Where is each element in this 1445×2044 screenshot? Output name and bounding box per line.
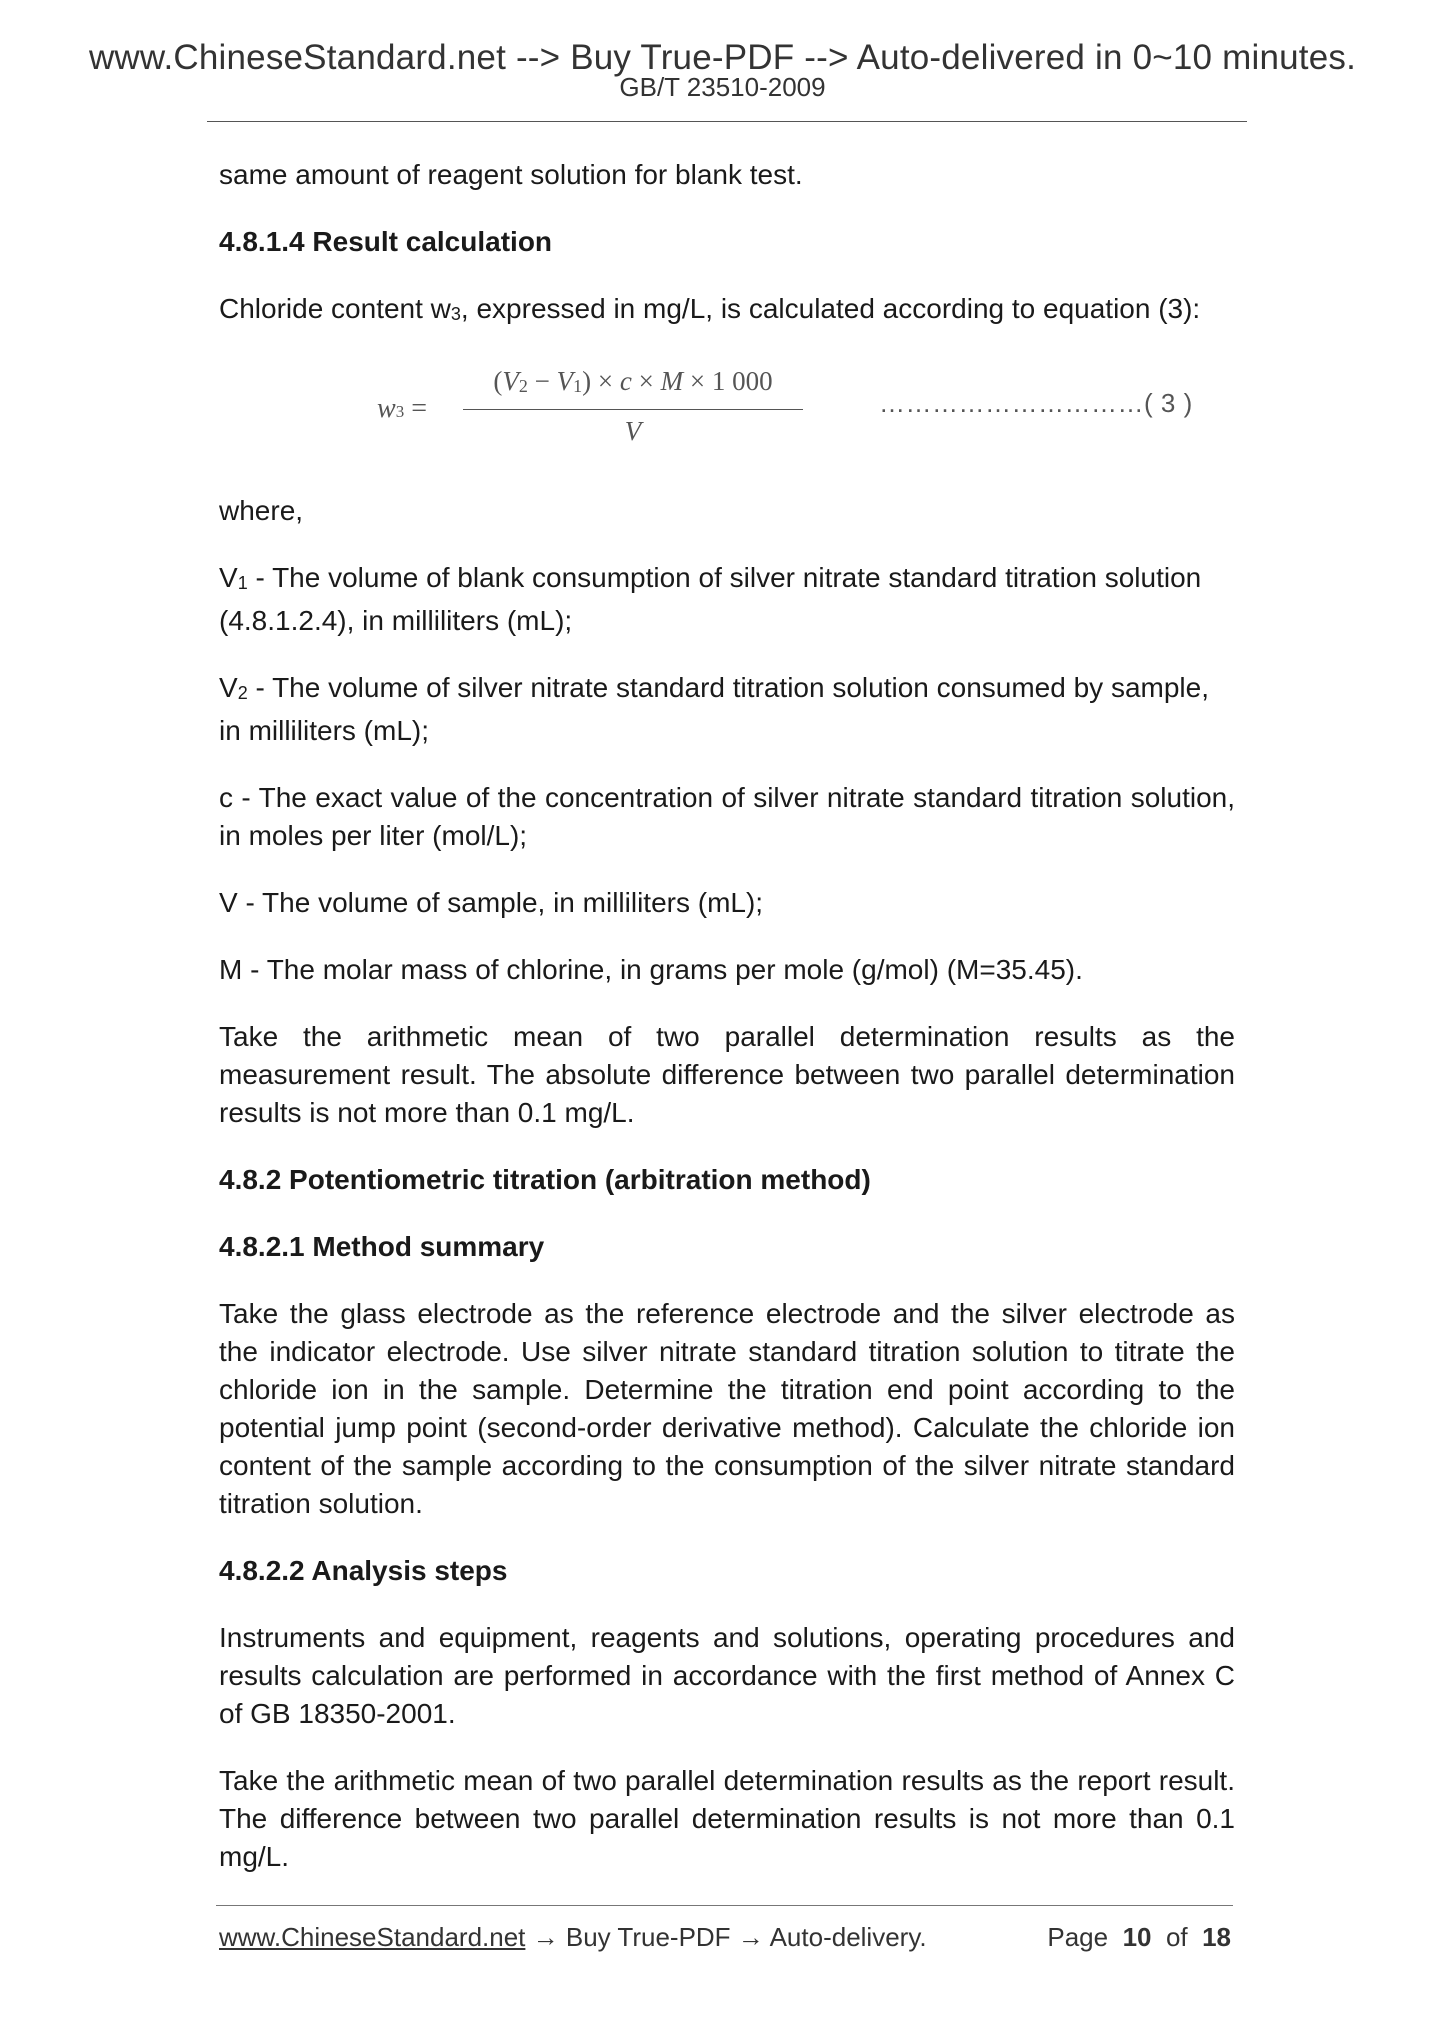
eq-paren-open: ( — [493, 366, 503, 396]
header-banner: www.ChineseStandard.net --> Buy True-PDF --> Auto-delivered in 0~10 minutes. — [88, 38, 1357, 77]
standard-code: GB/T 23510-2009 — [619, 72, 826, 102]
equation-lhs-sub: 3 — [395, 402, 405, 421]
chloride-intro-tail: , expressed in mg/L, is calculated according to equation (3): — [460, 293, 1201, 324]
page-total: 18 — [1202, 1922, 1231, 1952]
chloride-intro — [219, 290, 1235, 333]
def-v2-symbol: V — [219, 672, 238, 703]
page-of-label: of — [1165, 1922, 1188, 1952]
eq-paren-close: ) × — [582, 366, 620, 396]
def-v1-text: - The volume of blank consumption of silver nitrate standard titration solution (4.8.1.2.4), in milliliters (mL); — [219, 562, 1202, 636]
eq-v2-sub: 2 — [518, 376, 528, 396]
report-paragraph: Take the arithmetic mean of two parallel determination results as the report result. The difference between two parallel determination results is not more than 0.1 mg/L. — [219, 1765, 1235, 1872]
arrow-icon: → — [730, 1922, 770, 1952]
equation-equals: = — [411, 393, 427, 424]
footer-buy: Buy True-PDF — [565, 1922, 731, 1952]
where-label: where, — [219, 495, 304, 526]
eq-v1-sub: 1 — [573, 376, 583, 396]
footer — [219, 1922, 1231, 1953]
intro-line: same amount of reagent solution for blank test. — [219, 159, 803, 190]
def-v1-symbol: V — [219, 562, 238, 593]
equation-number: …………………………( 3 ) — [879, 388, 1193, 418]
def-m: M - The molar mass of chlorine, in grams per mole (g/mol) (M=35.45). — [219, 954, 1083, 985]
def-v2 — [219, 669, 1235, 750]
method-summary-paragraph: Take the glass electrode as the reference electrode and the silver electrode as the indicator electrode. Use silver nitrate standard titration solution to titrate the chloride ion in the sample. Determine the titration end point according to the potential jump point (second-order derivative method). Calculate the chloride ion content of the sample according to the consumption of the silver nitrate standard titration solution. — [219, 1298, 1235, 1519]
equation-lhs-var: w — [377, 393, 396, 424]
footer-delivery: Auto-delivery. — [769, 1922, 927, 1952]
eq-v1: V — [556, 366, 574, 396]
def-v: V - The volume of sample, in milliliters (mL); — [219, 887, 764, 918]
equation-lhs — [377, 390, 427, 431]
footer-site-link[interactable]: www.ChineseStandard.net — [219, 1922, 526, 1952]
document-body — [219, 156, 1235, 1905]
eq-c: c — [619, 366, 632, 396]
eq-minus: − — [527, 366, 557, 396]
footer-divider — [216, 1905, 1233, 1906]
eq-v2: V — [502, 366, 519, 396]
heading-4-8-2: 4.8.2 Potentiometric titration (arbitration method) — [219, 1164, 871, 1195]
def-v1 — [219, 559, 1235, 640]
page-label: Page — [1047, 1922, 1109, 1952]
equation-3 — [219, 362, 1235, 457]
chloride-intro-text: Chloride content w — [219, 293, 451, 324]
def-c: c - The exact value of the concentration of silver nitrate standard titration solution, in moles per liter (mol/L); — [219, 782, 1235, 851]
analysis-steps-paragraph: Instruments and equipment, reagents and solutions, operating procedures and results calculation are performed in accordance with the first method of Annex C of GB 18350-2001. — [219, 1622, 1235, 1729]
def-v1-sub: 1 — [237, 573, 248, 593]
eq-times: × — [631, 366, 661, 396]
heading-4-8-1-4: 4.8.1.4 Result calculation — [219, 226, 553, 257]
heading-4-8-2-2: 4.8.2.2 Analysis steps — [219, 1555, 508, 1586]
equation-numerator — [463, 362, 803, 409]
eq-m: M — [660, 366, 684, 396]
eq-tail: × 1 000 — [683, 366, 773, 396]
def-v2-sub: 2 — [237, 683, 248, 703]
page-number: 10 — [1122, 1922, 1152, 1952]
arrow-icon: → — [525, 1922, 566, 1952]
header-divider — [207, 121, 1247, 122]
equation-denominator: V — [624, 416, 642, 446]
equation-fraction — [463, 362, 803, 450]
heading-4-8-2-1: 4.8.2.1 Method summary — [219, 1231, 545, 1262]
chloride-subscript: 3 — [450, 304, 461, 324]
page-indicator — [1047, 1922, 1231, 1953]
def-v2-text: - The volume of silver nitrate standard titration solution consumed by sample, in milliliters (mL); — [219, 672, 1209, 746]
mean-paragraph: Take the arithmetic mean of two parallel determination results as the measurement result. The absolute difference between two parallel determination results is not more than 0.1 mg/L. — [219, 1021, 1235, 1128]
